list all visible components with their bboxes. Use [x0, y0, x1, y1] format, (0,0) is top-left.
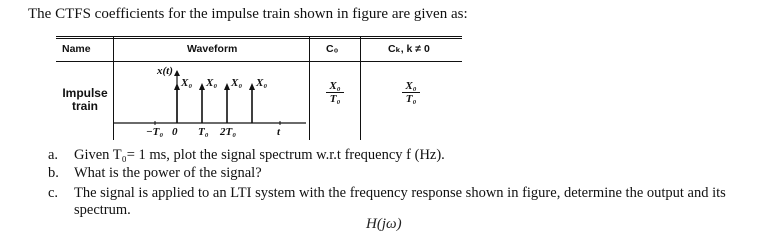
column-divider — [360, 36, 361, 140]
table-top-rule — [56, 36, 462, 37]
column-divider — [309, 36, 310, 140]
axis-tick-label: −T₀ — [146, 126, 164, 138]
axis-tick-label: t — [277, 126, 281, 138]
header-waveform: Waveform — [187, 43, 238, 55]
question-marker-b: b. — [48, 165, 59, 181]
intro-text: The CTFS coefficients for the impulse train shown in figure are given as: — [28, 6, 468, 22]
header-c0: C₀ — [326, 43, 339, 55]
impulse-label: X₀ — [181, 77, 193, 89]
impulse-label: X₀ — [206, 77, 218, 89]
frequency-response-label: H(jω) — [366, 216, 402, 232]
c0-fraction — [326, 80, 344, 105]
question-c: The signal is applied to an LTI system with the frequency response shown in figure, determine the output and its spectrum. — [74, 185, 726, 218]
ck-fraction — [402, 80, 420, 105]
question-b: What is the power of the signal? — [74, 165, 262, 181]
axis-tick-label: 0 — [172, 126, 178, 138]
impulse-label: X₀ — [231, 77, 243, 89]
header-ck: Cₖ, k ≠ 0 — [388, 43, 430, 55]
ctfs-table — [56, 36, 462, 140]
question-a: Given T₀= 1 ms, plot the signal spectrum w.r.t frequency f (Hz). — [74, 147, 445, 163]
header-name: Name — [62, 43, 91, 55]
question-marker-c: c. — [48, 185, 59, 201]
impulse-train-waveform — [114, 62, 309, 140]
signal-label: x(t) — [157, 65, 173, 77]
table-top-rule-inner — [56, 38, 462, 39]
c0-numerator: X₀ — [326, 80, 344, 93]
question-marker-a: a. — [48, 147, 59, 163]
axis-tick-label: T₀ — [198, 126, 209, 138]
row-name: Impulse train — [62, 86, 108, 113]
axis-tick-label: 2T₀ — [220, 126, 237, 138]
ck-numerator: X₀ — [402, 80, 420, 93]
impulse-label: X₀ — [256, 77, 268, 89]
c0-denominator: T₀ — [329, 93, 341, 105]
ck-denominator: T₀ — [405, 93, 417, 105]
